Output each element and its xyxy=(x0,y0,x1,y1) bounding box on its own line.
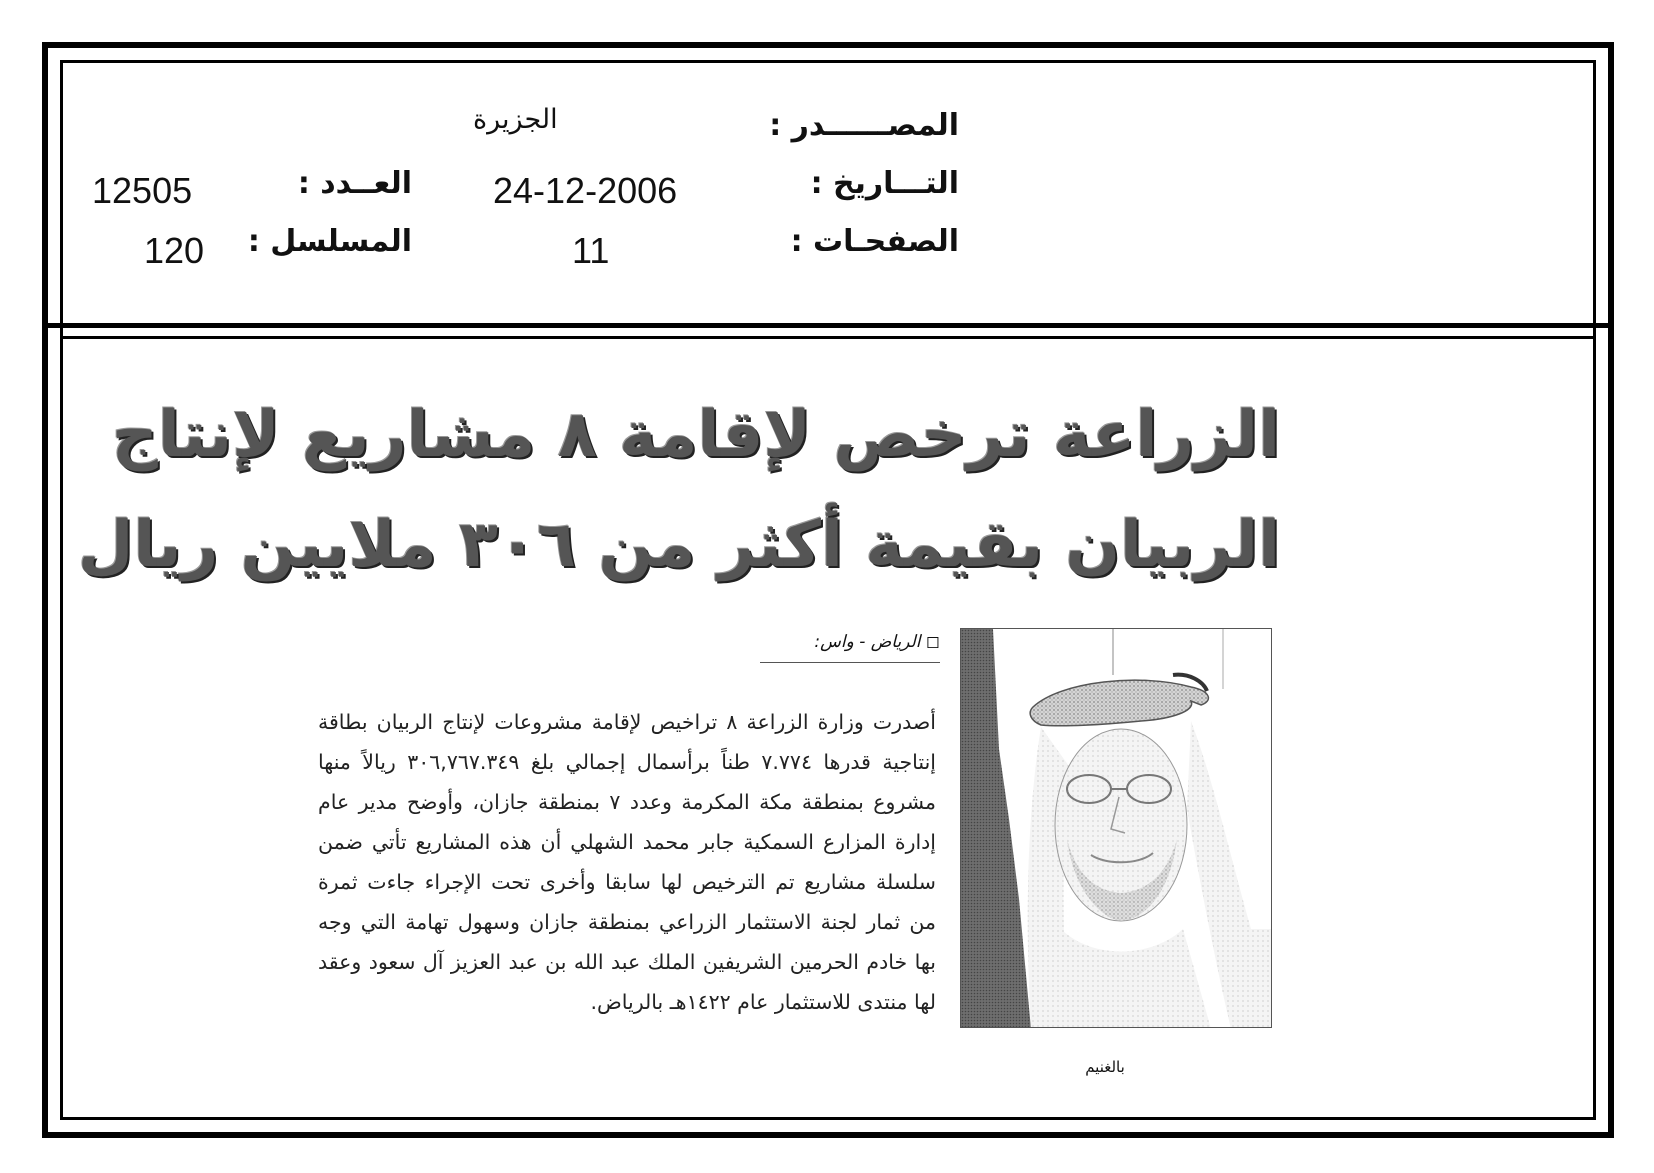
pages-value: 11 xyxy=(572,230,610,271)
photo-caption: بالغنيم xyxy=(1085,1058,1125,1076)
dateline-rule xyxy=(760,662,940,663)
source-value: الجزيرة xyxy=(473,104,558,135)
issue-value: 12505 xyxy=(92,170,193,211)
date-value: 24-12-2006 xyxy=(493,170,678,211)
portrait-photo xyxy=(960,628,1272,1028)
header-divider-thin xyxy=(60,336,1596,339)
source-label: المصــــــدر : xyxy=(769,108,959,143)
issue-label: العــدد : xyxy=(297,166,412,201)
portrait-icon xyxy=(961,629,1272,1028)
pages-label: الصفحـات : xyxy=(790,224,959,259)
headline-line-2: الربيان بقيمة أكثر من ٣٠٦ ملايين ريال xyxy=(77,508,1280,582)
headline-line-1: الزراعة ترخص لإقامة ٨ مشاريع لإنتاج xyxy=(111,398,1280,472)
serial-label: المسلسل : xyxy=(247,224,412,259)
date-label: التـــاريخ : xyxy=(810,166,959,201)
header-divider-thick xyxy=(42,323,1614,328)
dateline: ◻ الرياض - واس: xyxy=(814,632,940,652)
serial-value: 120 xyxy=(144,230,205,271)
article-body: أصدرت وزارة الزراعة ٨ تراخيص لإقامة مشروعات لإنتاج الربيان بطاقة إنتاجية قدرها ٧.٧٧٤ طناً برأسمال إجمالي بلغ ٣٠٦,٧٦٧.٣٤٩ ريالاً منها مشروع بمنطقة مكة المكرمة وعدد ٧ بمنطقة جازان، وأوضح مدير عام إدارة المزارع السمكية جابر محمد الشهلي أن هذه المشاريع تأتي ضمن سلسلة مشاريع تم الترخيص لها سابقا وأخرى تحت الإجراء جاءت ثمرة من ثمار لجنة الاستثمار الزراعي بمنطقة جازان وسهول تهامة التي وجه بها خادم الحرمين الشريفين الملك عبد الله بن عبد العزيز آل سعود وعقد لها منتدى للاستثمار عام ١٤٢٢هـ بالرياض. xyxy=(318,710,937,1014)
